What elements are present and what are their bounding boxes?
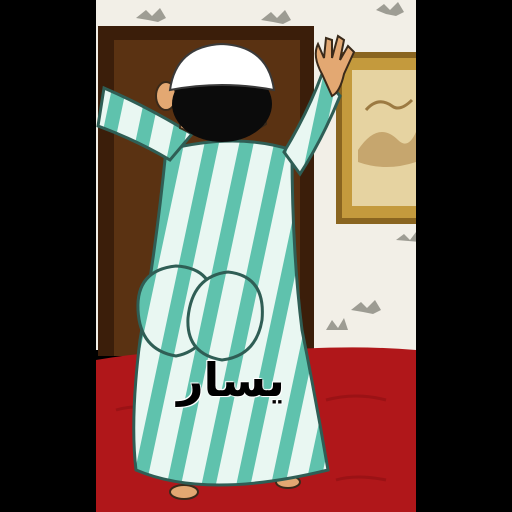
robe-bulge [138,266,262,360]
framed-painting [336,52,416,224]
cartoon-scene [96,0,416,512]
arabic-caption: يسار [177,353,285,407]
